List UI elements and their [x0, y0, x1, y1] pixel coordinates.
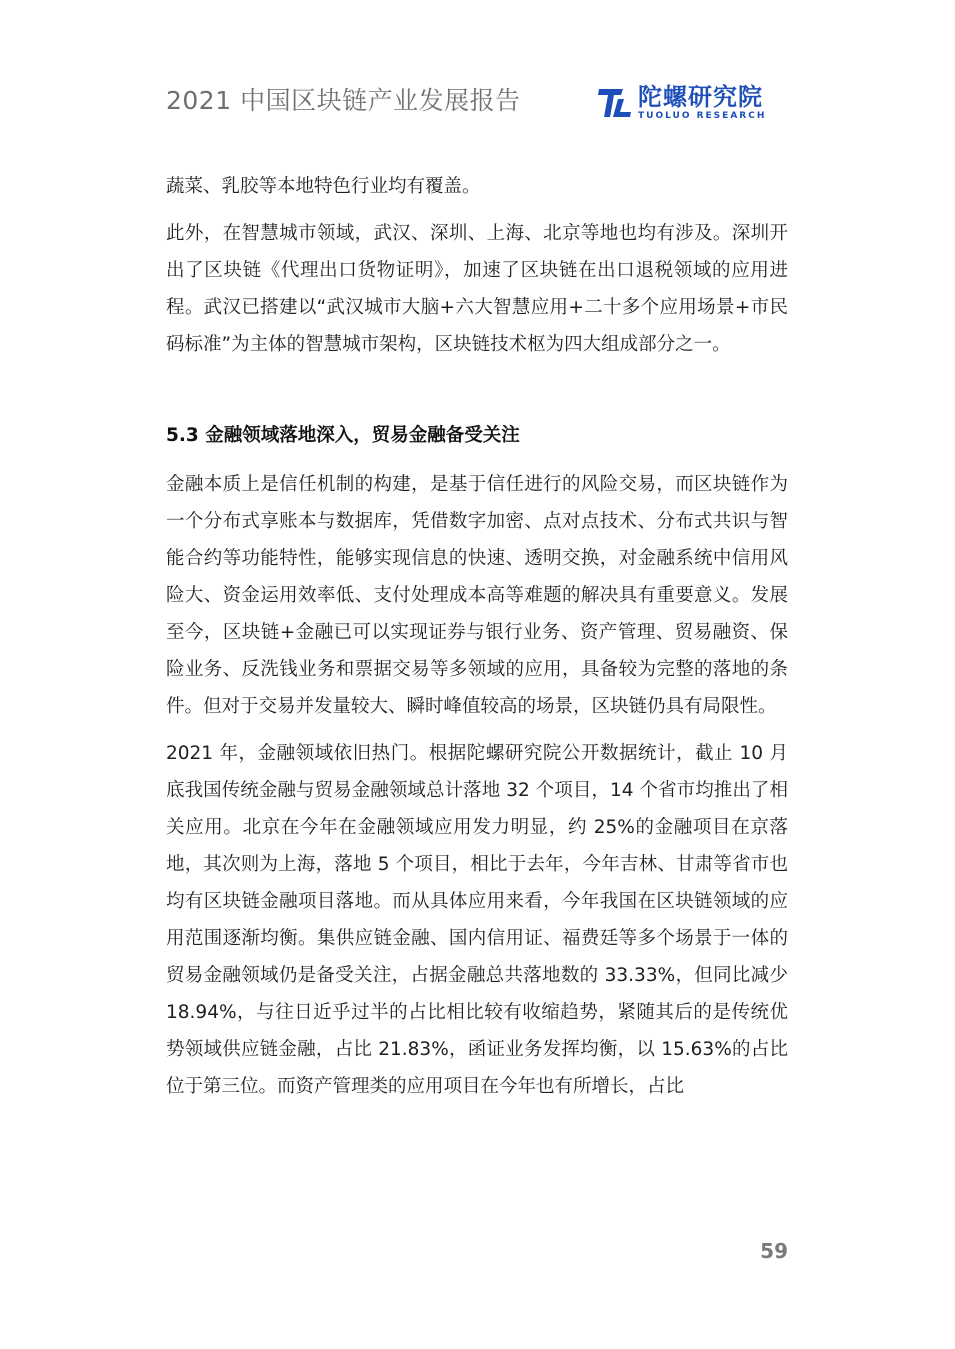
page-number: 59	[760, 1239, 788, 1263]
body-paragraph: 此外，在智慧城市领域，武汉、深圳、上海、北京等地也均有涉及。深圳开出了区块链《代理出口货物证明》，加速了区块链在出口退税领域的应用进程。武汉已搭建以“武汉城市大脑+六大智慧应用+二十多个应用场景+市民码标准”为主体的智慧城市架构，区块链技术枢为四大组成部分之一。	[166, 223, 788, 355]
tl-logo-icon	[598, 86, 632, 120]
report-title: 2021 中国区块链产业发展报告	[166, 86, 521, 115]
tuoluo-logo	[598, 83, 798, 122]
body-paragraph: 金融本质上是信任机制的构建，是基于信任进行的风险交易，而区块链作为一个分布式享账本与数据库，凭借数字加密、点对点技术、分布式共识与智能合约等功能特性，能够实现信息的快速、透明交换，对金融系统中信用风险大、资金运用效率低、支付处理成本高等难题的解决具有重要意义。发展至今，区块链+金融已可以实现证券与银行业务、资产管理、贸易融资、保险业务、反洗钱业务和票据交易等多领域的应用，具备较为完整的落地的条件。但对于交易并发量较大、瞬时峰值较高的场景，区块链仍具有局限性。	[166, 474, 788, 717]
logo-name-en: TUOLUO RESEARCH	[638, 111, 767, 121]
body-paragraph: 2021 年，金融领域依旧热门。根据陀螺研究院公开数据统计，截止 10 月底我国传统金融与贸易金融领域总计落地 32 个项目，14 个省市均推出了相关应用。北京在今年在金融领域应用发力明显，约 25%的金融项目在京落地，其次则为上海，落地 5 个项目，相比于去年，今年吉林、甘肃等省市也均有区块链金融项目落地。而从具体应用来看，今年我国在区块链领域的应用范围逐渐均衡。集供应链金融、国内信用证、福费廷等多个场景于一体的贸易金融领域仍是备受关注，占据金融总共落地数的 33.33%，但同比减少 18.94%，与往日近乎过半的占比相比较有收缩趋势，紧随其后的是传统优势领域供应链金融，占比 21.83%，函证业务发挥均衡，以 15.63%的占比位于第三位。而资产管理类的应用项目在今年也有所增长，占比	[166, 743, 788, 1097]
logo-name-cn: 陀螺研究院	[638, 83, 763, 111]
section-heading: 5.3 金融领域落地深入，贸易金融备受关注	[166, 425, 520, 446]
body-paragraph: 蔬菜、乳胶等本地特色行业均有覆盖。	[166, 176, 481, 197]
page-header	[166, 84, 788, 124]
report-body	[166, 168, 788, 1105]
